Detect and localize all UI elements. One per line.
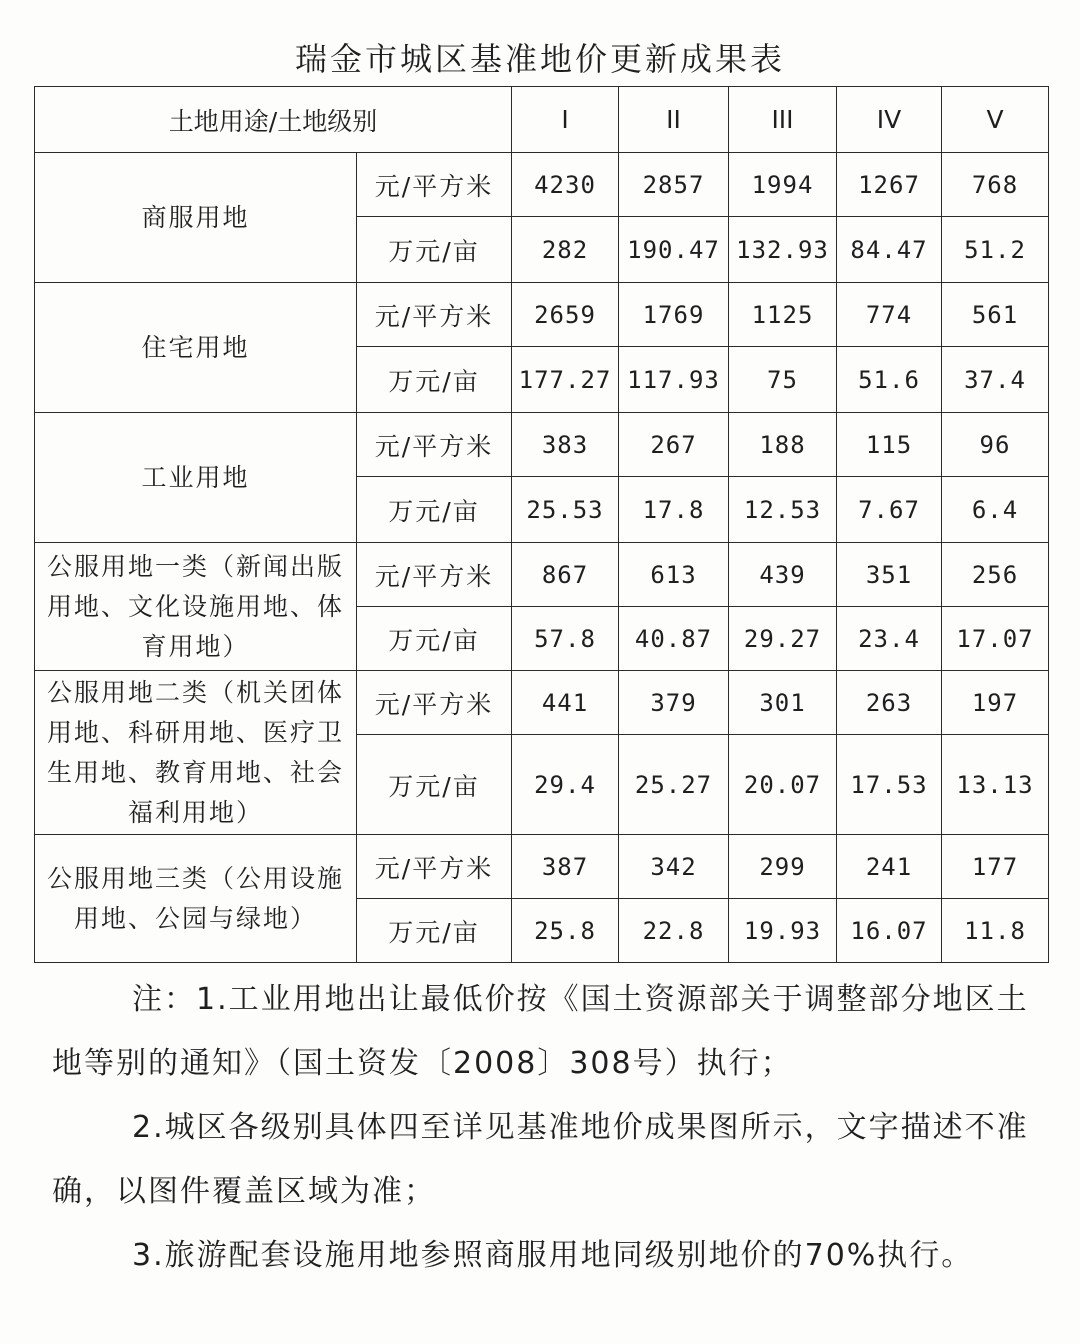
price-value-cell: 177.27 [512, 347, 619, 413]
price-value-cell: 383 [512, 413, 619, 477]
note-item: 注：1.工业用地出让最低价按《国土资源部关于调整部分地区土地等别的通知》（国土资发〔2008〕308号）执行； [52, 982, 1029, 1081]
level-header: III [729, 87, 837, 153]
price-value-cell: 561 [942, 283, 1049, 347]
notes-section [52, 968, 1042, 1288]
price-value-cell: 267 [619, 413, 729, 477]
unit-cell: 元/平方米 [357, 283, 512, 347]
table-header-row [35, 87, 1049, 153]
land-use-cell: 公服用地三类（公用设施用地、公园与绿地） [35, 835, 357, 963]
price-value-cell: 16.07 [837, 899, 942, 963]
land-use-cell: 住宅用地 [35, 283, 357, 413]
price-value-cell: 190.47 [619, 217, 729, 283]
price-value-cell: 22.8 [619, 899, 729, 963]
price-value-cell: 1769 [619, 283, 729, 347]
price-value-cell: 117.93 [619, 347, 729, 413]
price-value-cell: 768 [942, 153, 1049, 217]
price-value-cell: 17.07 [942, 607, 1049, 671]
price-value-cell: 197 [942, 671, 1049, 735]
price-value-cell: 29.4 [512, 735, 619, 835]
table-row [35, 671, 1049, 735]
price-value-cell: 51.2 [942, 217, 1049, 283]
price-value-cell: 301 [729, 671, 837, 735]
price-value-cell: 774 [837, 283, 942, 347]
note-item: 2.城区各级别具体四至详见基准地价成果图所示，文字描述不准确，以图件覆盖区域为准； [52, 1110, 1029, 1209]
price-value-cell: 379 [619, 671, 729, 735]
price-value-cell: 2857 [619, 153, 729, 217]
price-value-cell: 2659 [512, 283, 619, 347]
table-row [35, 283, 1049, 347]
unit-cell: 元/平方米 [357, 153, 512, 217]
level-header: I [512, 87, 619, 153]
price-value-cell: 17.53 [837, 735, 942, 835]
price-value-cell: 282 [512, 217, 619, 283]
price-value-cell: 37.4 [942, 347, 1049, 413]
price-value-cell: 439 [729, 543, 837, 607]
price-value-cell: 6.4 [942, 477, 1049, 543]
price-value-cell: 299 [729, 835, 837, 899]
price-value-cell: 19.93 [729, 899, 837, 963]
unit-cell: 万元/亩 [357, 607, 512, 671]
unit-cell: 元/平方米 [357, 413, 512, 477]
price-value-cell: 177 [942, 835, 1049, 899]
price-value-cell: 1994 [729, 153, 837, 217]
price-value-cell: 23.4 [837, 607, 942, 671]
price-value-cell: 132.93 [729, 217, 837, 283]
document-title: 瑞金市城区基准地价更新成果表 [294, 40, 785, 78]
price-value-cell: 17.8 [619, 477, 729, 543]
price-value-cell: 7.67 [837, 477, 942, 543]
table-row [35, 153, 1049, 217]
price-value-cell: 25.8 [512, 899, 619, 963]
price-value-cell: 25.53 [512, 477, 619, 543]
price-value-cell: 256 [942, 543, 1049, 607]
unit-cell: 元/平方米 [357, 835, 512, 899]
land-use-cell: 工业用地 [35, 413, 357, 543]
note-item: 3.旅游配套设施用地参照商服用地同级别地价的70%执行。 [132, 1238, 974, 1273]
price-value-cell: 75 [729, 347, 837, 413]
land-use-cell: 公服用地一类（新闻出版用地、文化设施用地、体育用地） [35, 543, 357, 671]
price-value-cell: 342 [619, 835, 729, 899]
price-value-cell: 12.53 [729, 477, 837, 543]
price-value-cell: 613 [619, 543, 729, 607]
price-value-cell: 441 [512, 671, 619, 735]
level-header: IV [837, 87, 942, 153]
header-label-cell: 土地用途/土地级别 [35, 87, 512, 153]
unit-cell: 万元/亩 [357, 347, 512, 413]
price-value-cell: 20.07 [729, 735, 837, 835]
unit-cell: 万元/亩 [357, 735, 512, 835]
price-value-cell: 13.13 [942, 735, 1049, 835]
price-value-cell: 351 [837, 543, 942, 607]
price-value-cell: 4230 [512, 153, 619, 217]
land-price-table [34, 86, 1049, 963]
price-value-cell: 1267 [837, 153, 942, 217]
price-value-cell: 51.6 [837, 347, 942, 413]
unit-cell: 元/平方米 [357, 543, 512, 607]
unit-cell: 元/平方米 [357, 671, 512, 735]
level-header: V [942, 87, 1049, 153]
price-value-cell: 84.47 [837, 217, 942, 283]
price-value-cell: 96 [942, 413, 1049, 477]
price-value-cell: 188 [729, 413, 837, 477]
price-value-cell: 241 [837, 835, 942, 899]
unit-cell: 万元/亩 [357, 899, 512, 963]
unit-cell: 万元/亩 [357, 217, 512, 283]
land-use-cell: 商服用地 [35, 153, 357, 283]
price-value-cell: 11.8 [942, 899, 1049, 963]
price-value-cell: 387 [512, 835, 619, 899]
price-value-cell: 263 [837, 671, 942, 735]
unit-cell: 万元/亩 [357, 477, 512, 543]
price-value-cell: 40.87 [619, 607, 729, 671]
price-value-cell: 1125 [729, 283, 837, 347]
price-value-cell: 867 [512, 543, 619, 607]
price-value-cell: 57.8 [512, 607, 619, 671]
level-header: II [619, 87, 729, 153]
price-value-cell: 25.27 [619, 735, 729, 835]
price-value-cell: 115 [837, 413, 942, 477]
land-use-cell: 公服用地二类（机关团体用地、科研用地、医疗卫生用地、教育用地、社会福利用地） [35, 671, 357, 835]
price-value-cell: 29.27 [729, 607, 837, 671]
table-row [35, 413, 1049, 477]
table-row [35, 835, 1049, 899]
table-row [35, 543, 1049, 607]
